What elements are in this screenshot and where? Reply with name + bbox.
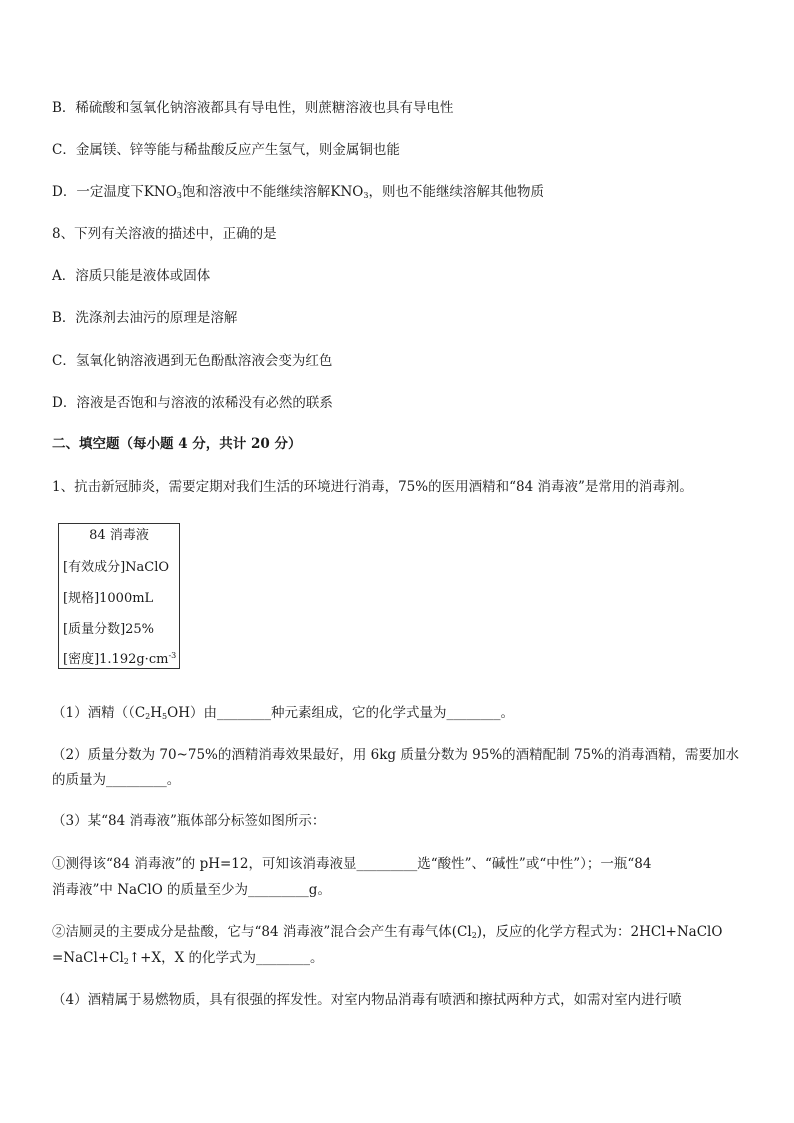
section-heading: 二、填空题（每小题 4 分，共计 20 分） [52, 436, 302, 452]
q1-part3-sub1-line2: 消毒液”中 NaClO 的质量至少为_________g。 [52, 882, 331, 898]
label-mass-fraction: [质量分数]25% [63, 622, 155, 637]
q1-stem: 1、抗击新冠肺炎，需要定期对我们生活的环境进行消毒，75%的医用酒精和“84 消毒液”是常用的消毒剂。 [52, 479, 693, 495]
label-density: [密度]$1.192g\cdot cm^{-3}$ [63, 651, 177, 667]
q7-option-b: B．稀硫酸和氢氧化钠溶液都具有导电性，则蔗糖溶液也具有导电性 [52, 100, 454, 116]
label-title: 84 消毒液 [89, 528, 149, 543]
disinfectant-label-box [58, 523, 180, 669]
q1-part3-sub2-line2: $=NaCl+Cl_2↑+X$，X 的化学式为________。 [52, 950, 324, 966]
q1-part3: （3）某“84 消毒液”瓶体部分标签如图所示： [52, 813, 326, 829]
q1-part3-sub1-line1: ①测得该“84 消毒液”的 pH=12，可知该消毒液显_________选“酸性”、“碱性”或“中性”）；一瓶“84 [52, 856, 652, 872]
q8-option-c: C．氢氧化钠溶液遇到无色酚酞溶液会变为红色 [52, 353, 333, 369]
label-specification: [规格]1000mL [63, 591, 154, 606]
q7-option-c: C．金属镁、锌等能与稀盐酸反应产生氢气，则金属铜也能 [52, 142, 400, 158]
q7-option-d: D．一定温度下$KNO_3$饱和溶液中不能继续溶解$KNO_3$，则也不能继续溶解其他物质 [52, 184, 544, 200]
q1-part4: （4）酒精属于易燃物质，具有很强的挥发性。对室内物品消毒有喷洒和擦拭两种方式，如需对室内进行喷 [52, 992, 682, 1008]
q1-part3-sub2-line1: ②洁厕灵的主要成分是盐酸，它与“84 消毒液”混合会产生有毒气体$(Cl_2)$，反应的化学方程式为：2HCl+NaClO [52, 924, 723, 940]
label-active-ingredient: [有效成分]NaClO [63, 560, 170, 575]
q8-option-b: B．洗涤剂去油污的原理是溶解 [52, 310, 238, 326]
q1-part1: （1）酒精（$(C_2H_5OH)$由________种元素组成，它的化学式量为________。 [52, 705, 514, 721]
q8-stem: 8、下列有关溶液的描述中，正确的是 [52, 226, 277, 242]
q1-part2-line1: （2）质量分数为 70~75%的酒精消毒效果最好，用 6kg 质量分数为 95%的酒精配制 75%的消毒酒精，需要加水 [52, 747, 739, 763]
q8-option-d: D．溶液是否饱和与溶液的浓稀没有必然的联系 [52, 395, 333, 411]
q8-option-a: A．溶质只能是液体或固体 [52, 268, 211, 284]
q1-part2-line2: 的质量为_________。 [52, 772, 181, 788]
